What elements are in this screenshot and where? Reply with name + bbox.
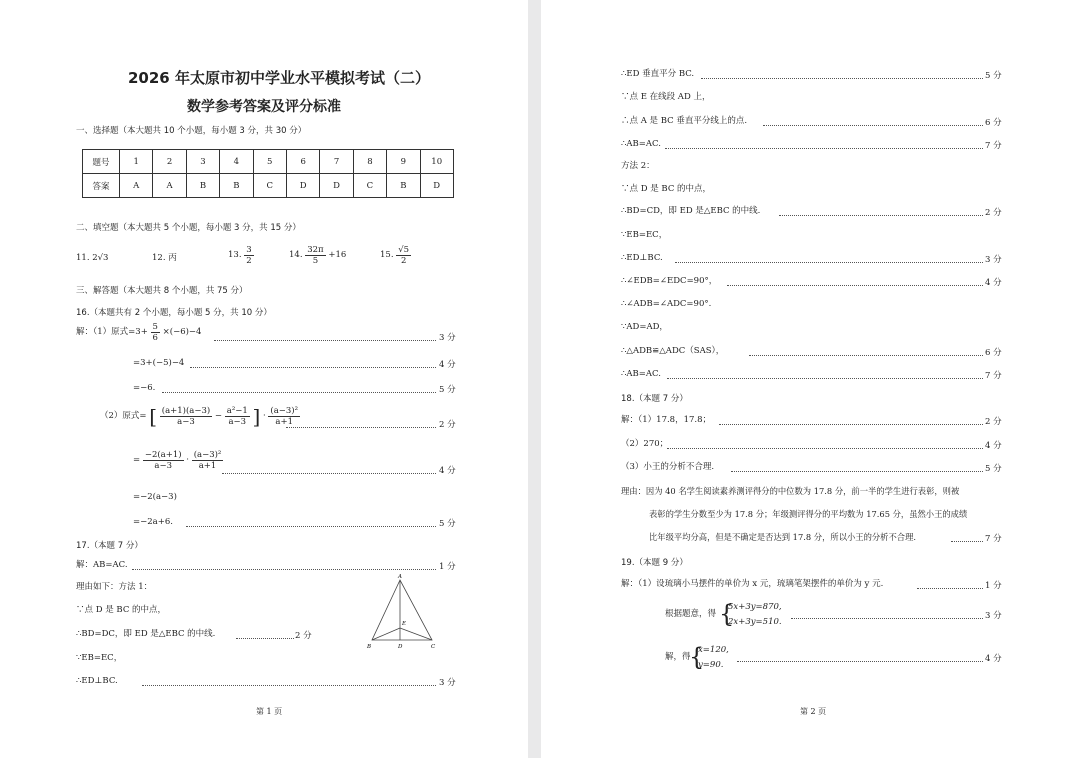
score-label: 4 分 <box>985 654 1002 664</box>
equation-4: y=90. <box>698 660 724 670</box>
q17-line-4: ∴BD=DC，即 ED 是△EBC 的中线. <box>76 629 216 639</box>
point-label-b: B <box>367 644 372 650</box>
score-label: 5 分 <box>439 385 456 395</box>
section-choice-heading: 一、选择题（本大题共 10 个小题，每小题 3 分，共 30 分） <box>76 126 307 136</box>
triangle-figure <box>360 572 446 652</box>
fill-answer-11: 11. 2√3 <box>76 253 109 263</box>
dotted-leader <box>286 427 436 428</box>
table-cell: 4 <box>220 150 253 174</box>
fraction <box>192 450 224 471</box>
score-label: 7 分 <box>985 534 1002 544</box>
p2-line-8: ∵EB=EC， <box>621 230 668 240</box>
expression-prefix: 解：（1）原式=3+ <box>76 327 148 337</box>
fraction <box>244 245 253 266</box>
answer-page-2 <box>541 0 1080 758</box>
denominator: 6 <box>152 333 158 343</box>
dotted-leader <box>190 367 436 368</box>
denominator: a+1 <box>275 417 294 427</box>
score-label: 3 分 <box>985 255 1002 265</box>
table-cell: 9 <box>387 150 420 174</box>
dotted-leader <box>951 541 983 542</box>
score-label: 5 分 <box>985 71 1002 81</box>
expression-suffix: ×(−6)−4 <box>162 327 202 337</box>
dotted-leader <box>142 685 436 686</box>
table-cell: A <box>153 174 186 198</box>
fraction <box>160 406 212 427</box>
question-17-heading: 17.（本题 7 分） <box>76 541 143 551</box>
score-label: 2 分 <box>985 417 1002 427</box>
brace-icon: { <box>689 643 705 671</box>
dotted-leader <box>667 448 983 449</box>
q17-line-2: 理由如下：方法 1： <box>76 582 153 592</box>
table-cell: 6 <box>286 150 319 174</box>
q16-line-4 <box>100 406 300 427</box>
table-cell: D <box>320 174 353 198</box>
numerator: √5 <box>398 245 410 255</box>
table-cell: B <box>186 174 219 198</box>
dotted-leader <box>731 471 983 472</box>
score-label: 2 分 <box>295 631 312 641</box>
table-cell: 3 <box>186 150 219 174</box>
fraction-suffix: +16 <box>328 250 347 260</box>
numerator: a²−1 <box>226 406 248 416</box>
p2-line-6: ∵点 D 是 BC 的中点， <box>621 184 712 194</box>
numerator: −2(a+1) <box>144 450 182 460</box>
numerator: 32π <box>307 245 324 255</box>
score-label: 3 分 <box>439 333 456 343</box>
p2-line-14: ∴AB=AC. <box>621 369 661 379</box>
q19-line-1: 解：（1）设琉璃小马摆件的单价为 x 元，琉璃笔架摆件的单价为 y 元. <box>621 579 884 589</box>
table-cell: D <box>420 174 453 198</box>
q19-line-3: 解，得 <box>665 652 691 662</box>
q17-line-6: ∴ED⊥BC. <box>76 676 118 686</box>
fraction <box>396 245 411 266</box>
score-label: 5 分 <box>985 464 1002 474</box>
q17-line-3: ∵点 D 是 BC 的中点， <box>76 605 167 615</box>
denominator: a−3 <box>177 417 195 427</box>
section-solution-heading: 三、解答题（本大题共 8 个小题，共 75 分） <box>76 286 248 296</box>
numerator: (a−3)² <box>270 406 299 416</box>
p2-line-10: ∴∠EDB=∠EDC=90°， <box>621 276 718 286</box>
p2-line-13: ∴△ADB≌△ADC（SAS）， <box>621 346 725 356</box>
equation-1: 5x+3y=870, <box>728 602 782 612</box>
brace-icon: { <box>719 600 735 628</box>
section-fill-heading: 二、填空题（本大题共 5 个小题，每小题 3 分，共 15 分） <box>76 223 301 233</box>
score-label: 2 分 <box>985 208 1002 218</box>
fill-answer-14 <box>289 245 346 266</box>
score-label: 4 分 <box>439 360 456 370</box>
fill-answer-15 <box>380 245 411 266</box>
fill-answer-13 <box>228 245 254 266</box>
score-label: 6 分 <box>985 348 1002 358</box>
answer-number: 14. <box>289 250 303 260</box>
denominator: 2 <box>246 256 252 266</box>
q17-line-5: ∵EB=EC， <box>76 653 123 663</box>
table-cell: A <box>120 174 153 198</box>
operator: · <box>262 411 269 421</box>
fraction <box>151 322 160 343</box>
bracket-close: ] <box>252 404 261 429</box>
expression-prefix: （2）原式= <box>100 411 147 421</box>
operator: · <box>186 455 192 465</box>
segment-ce <box>400 628 432 640</box>
question-19-heading: 19.（本题 9 分） <box>621 558 688 568</box>
q18-line-1: 解：（1）17.8，17.8； <box>621 415 712 425</box>
table-cell: 1 <box>120 150 153 174</box>
dotted-leader <box>236 638 294 639</box>
dotted-leader <box>719 424 983 425</box>
fraction <box>225 406 250 427</box>
dotted-leader <box>737 661 983 662</box>
dotted-leader <box>749 355 983 356</box>
answer-page-1 <box>0 0 528 758</box>
denominator: a+1 <box>198 461 217 471</box>
fraction <box>143 450 184 471</box>
fraction <box>305 245 325 266</box>
score-label: 4 分 <box>985 278 1002 288</box>
table-cell: 7 <box>320 150 353 174</box>
table-cell: 8 <box>353 150 386 174</box>
document-subtitle: 数学参考答案及评分标准 <box>187 99 341 115</box>
table-header-cell: 题号 <box>83 150 120 174</box>
numerator: 5 <box>152 322 158 332</box>
table-cell: B <box>220 174 253 198</box>
point-label-c: C <box>431 644 436 650</box>
denominator: a−3 <box>154 461 173 471</box>
table-cell: C <box>253 174 286 198</box>
q18-line-3: （3）小王的分析不合理. <box>621 462 715 472</box>
table-cell: 5 <box>253 150 286 174</box>
dotted-leader <box>675 262 983 263</box>
q18-line-4: 理由：因为 40 名学生阅读素养测评得分的中位数为 17.8 分，前一半的学生进行表彰，则被 <box>621 486 960 496</box>
q16-line-5 <box>133 450 223 471</box>
table-cell: 2 <box>153 150 186 174</box>
page-number: 第 1 页 <box>256 707 283 716</box>
score-label: 7 分 <box>985 371 1002 381</box>
choice-answer-table <box>82 149 454 198</box>
dotted-leader <box>222 473 436 474</box>
denominator: 2 <box>400 256 407 266</box>
answer-number: 15. <box>380 250 394 260</box>
table-row-numbers <box>83 150 454 174</box>
numerator: (a−3)² <box>193 450 222 460</box>
segment-be <box>372 628 400 640</box>
point-label-d: D <box>398 644 403 650</box>
table-cell: 10 <box>420 150 453 174</box>
point-label-e: E <box>402 621 407 627</box>
table-row-answers <box>83 174 454 198</box>
numerator: 3 <box>246 245 252 255</box>
p2-line-5: 方法 2： <box>621 161 655 171</box>
dotted-leader <box>791 618 983 619</box>
p2-line-9: ∴ED⊥BC. <box>621 253 663 263</box>
equation-3: x=120, <box>698 645 729 655</box>
score-label: 2 分 <box>439 420 456 430</box>
p2-line-3: ∴点 A 是 BC 垂直平分线上的点. <box>621 116 748 126</box>
q18-line-2: （2）270； <box>621 439 669 449</box>
q18-line-6: 比年级平均分高，但是不确定是否达到 17.8 分，所以小王的分析不合理. <box>649 532 916 542</box>
q18-line-5: 表彰的学生分数至少为 17.8 分；年级测评得分的平均数为 17.65 分，虽然小王的成绩 <box>649 509 968 519</box>
dotted-leader <box>214 340 436 341</box>
expression-prefix: = <box>133 455 141 465</box>
p2-line-2: ∵点 E 在线段 AD 上， <box>621 92 711 102</box>
table-cell: B <box>387 174 420 198</box>
score-label: 4 分 <box>439 466 456 476</box>
score-label: 3 分 <box>985 611 1002 621</box>
score-label: 6 分 <box>985 118 1002 128</box>
page-number: 第 2 页 <box>800 707 827 716</box>
dotted-leader <box>917 588 983 589</box>
question-18-heading: 18.（本题 7 分） <box>621 394 688 404</box>
triangle-abc <box>372 580 432 640</box>
score-label: 4 分 <box>985 441 1002 451</box>
p2-line-4: ∴AB=AC. <box>621 139 661 149</box>
dotted-leader <box>667 378 983 379</box>
p2-line-12: ∵AD=AD， <box>621 322 668 332</box>
denominator: 5 <box>312 256 319 266</box>
table-header-cell: 答案 <box>83 174 120 198</box>
score-label: 3 分 <box>439 678 456 688</box>
p2-line-11: ∴∠ADB=∠ADC=90°. <box>621 299 712 309</box>
equation-2: 2x+3y=510. <box>728 617 782 627</box>
bracket-open: [ <box>149 404 158 429</box>
operator: − <box>214 411 225 421</box>
q16-line-2: =3+(−5)−4 <box>133 358 185 368</box>
dotted-leader <box>132 569 436 570</box>
numerator: (a+1)(a−3) <box>161 406 211 416</box>
fill-answer-12: 12. 丙 <box>152 253 177 263</box>
denominator: a−3 <box>228 417 247 427</box>
table-cell: C <box>353 174 386 198</box>
dotted-leader <box>779 215 983 216</box>
answer-number: 13. <box>228 250 242 260</box>
q16-line-3: =−6. <box>133 383 156 393</box>
dotted-leader <box>763 125 983 126</box>
score-label: 1 分 <box>985 581 1002 591</box>
q16-line-6: =−2(a−3) <box>133 492 177 502</box>
q16-line-7: =−2a+6. <box>133 517 173 527</box>
p2-line-7: ∴BD=CD，即 ED 是△EBC 的中线. <box>621 206 761 216</box>
q16-line-1 <box>76 322 201 343</box>
document-title: 2026 年太原市初中学业水平模拟考试（二） <box>128 69 430 87</box>
p2-line-1: ∴ED 垂直平分 BC. <box>621 69 695 79</box>
q17-line-1: 解：AB=AC. <box>76 560 128 570</box>
score-label: 5 分 <box>439 519 456 529</box>
q19-line-2: 根据题意，得 <box>665 609 717 619</box>
point-label-a: A <box>398 574 402 580</box>
dotted-leader <box>186 526 436 527</box>
dotted-leader <box>727 285 983 286</box>
dotted-leader <box>701 78 983 79</box>
table-cell: D <box>286 174 319 198</box>
score-label: 1 分 <box>439 562 456 572</box>
question-16-heading: 16.（本题共有 2 个小题，每小题 5 分，共 10 分） <box>76 308 272 318</box>
dotted-leader <box>162 392 436 393</box>
dotted-leader <box>665 148 983 149</box>
fraction <box>268 406 300 427</box>
score-label: 7 分 <box>985 141 1002 151</box>
